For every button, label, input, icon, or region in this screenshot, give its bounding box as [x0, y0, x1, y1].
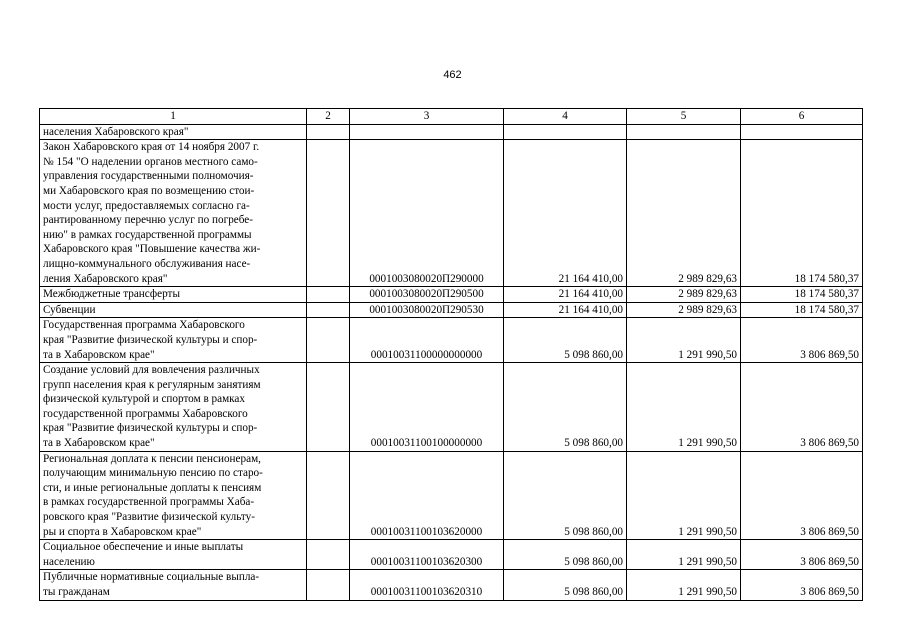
row-value-6: 18 174 580,37: [741, 140, 863, 287]
row-code: 00010031100100000000: [350, 363, 504, 452]
row-value-5: 1 291 990,50: [627, 570, 741, 600]
row-value-4: 21 164 410,00: [504, 287, 627, 303]
row-value-6: 3 806 869,50: [741, 363, 863, 452]
row-value-5: 2 989 829,63: [627, 140, 741, 287]
row-value-6: 3 806 869,50: [741, 570, 863, 600]
row-value-5: 1 291 990,50: [627, 363, 741, 452]
row-code: [350, 124, 504, 140]
row-code: 00010031100103620310: [350, 570, 504, 600]
page-number: 462: [443, 69, 462, 81]
row-col2: [307, 140, 350, 287]
table-row: [40, 451, 863, 540]
row-col2: [307, 302, 350, 318]
row-col2: [307, 451, 350, 540]
row-name: Закон Хабаровского края от 14 ноября 2007 г. № 154 "О наделении органов местного само- управления государственными полномочия- ми Хабаровского края по возмещению стои- мости услуг, предоставляемых согласно га- рантированному перечню услуг по погребе- нию" в рамках государственной программы Хабаровского края "Повышение качества жи- лищно-коммунального обслуживания насе- ления Хабаровского края": [40, 140, 307, 287]
table-row: [40, 287, 863, 303]
header-row: [40, 109, 863, 125]
table-row: [40, 570, 863, 600]
row-value-4: 5 098 860,00: [504, 451, 627, 540]
row-col2: [307, 363, 350, 452]
row-code: 0001003080020П290000: [350, 140, 504, 287]
row-code: 00010031100103620000: [350, 451, 504, 540]
row-name: Публичные нормативные социальные выпла- ты гражданам: [40, 570, 307, 600]
row-value-6: [741, 124, 863, 140]
table-row: [40, 124, 863, 140]
row-value-6: 3 806 869,50: [741, 318, 863, 363]
budget-table: [39, 108, 863, 601]
row-code: 0001003080020П290500: [350, 287, 504, 303]
header-col-4: 4: [504, 109, 627, 125]
row-value-4: [504, 124, 627, 140]
row-col2: [307, 287, 350, 303]
row-value-6: 18 174 580,37: [741, 287, 863, 303]
header-col-5: 5: [627, 109, 741, 125]
row-col2: [307, 570, 350, 600]
row-code: 00010031100000000000: [350, 318, 504, 363]
row-value-5: 2 989 829,63: [627, 302, 741, 318]
row-name: Создание условий для вовлечения различных групп населения края к регулярным занятиям физической культурой и спортом в рамках государственной программы Хабаровского края "Развитие физической культуры и спор- та в Хабаровском крае": [40, 363, 307, 452]
row-name: Региональная доплата к пенсии пенсионерам, получающим минимальную пенсию по старо- сти, и иные региональные доплаты к пенсиям в рамках государственной программы Хаба- ровского края "Развитие физической культу- ры и спорта в Хабаровском крае": [40, 451, 307, 540]
row-name: Социальное обеспечение и иные выплаты населению: [40, 540, 307, 570]
row-value-4: 5 098 860,00: [504, 363, 627, 452]
header-col-3: 3: [350, 109, 504, 125]
table-row: [40, 540, 863, 570]
row-code: 0001003080020П290530: [350, 302, 504, 318]
table-row: [40, 302, 863, 318]
row-value-6: 3 806 869,50: [741, 540, 863, 570]
row-name: Межбюджетные трансферты: [40, 287, 307, 303]
row-value-4: 21 164 410,00: [504, 140, 627, 287]
row-value-4: 5 098 860,00: [504, 570, 627, 600]
row-col2: [307, 318, 350, 363]
row-col2: [307, 124, 350, 140]
table-row: [40, 140, 863, 287]
header-col-2: 2: [307, 109, 350, 125]
row-name: Субвенции: [40, 302, 307, 318]
table-row: [40, 318, 863, 363]
row-value-5: 1 291 990,50: [627, 451, 741, 540]
row-value-4: 21 164 410,00: [504, 302, 627, 318]
row-value-5: [627, 124, 741, 140]
row-value-5: 1 291 990,50: [627, 540, 741, 570]
header-col-6: 6: [741, 109, 863, 125]
row-name: населения Хабаровского края": [40, 124, 307, 140]
row-name: Государственная программа Хабаровского края "Развитие физической культуры и спор- та в Хабаровском крае": [40, 318, 307, 363]
row-value-5: 2 989 829,63: [627, 287, 741, 303]
row-col2: [307, 540, 350, 570]
row-value-4: 5 098 860,00: [504, 540, 627, 570]
row-value-5: 1 291 990,50: [627, 318, 741, 363]
table-row: [40, 363, 863, 452]
row-code: 00010031100103620300: [350, 540, 504, 570]
row-value-6: 3 806 869,50: [741, 451, 863, 540]
header-col-1: 1: [40, 109, 307, 125]
row-value-4: 5 098 860,00: [504, 318, 627, 363]
row-value-6: 18 174 580,37: [741, 302, 863, 318]
